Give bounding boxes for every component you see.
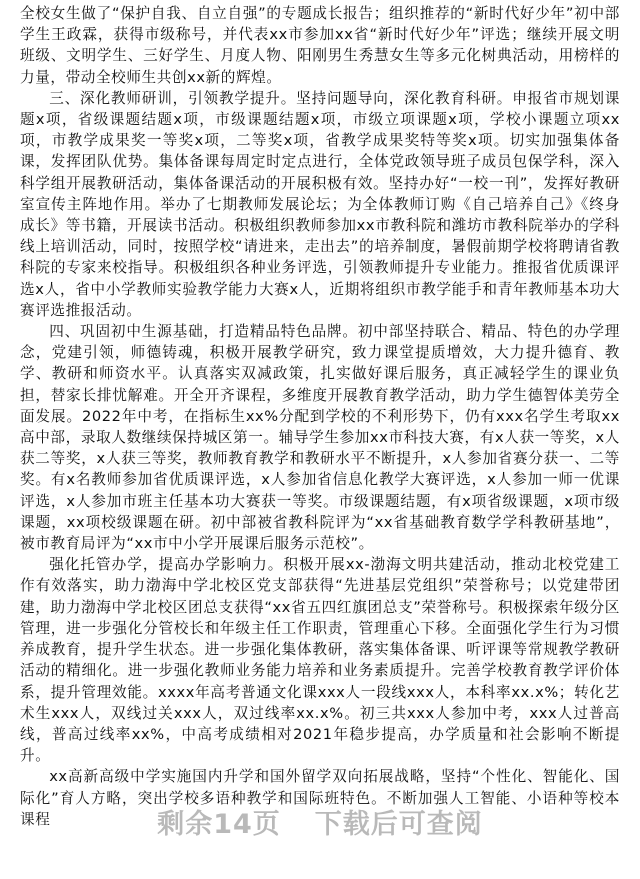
paragraph-continued: 全校女生做了“保护自我、自立自强”的专题成长报告；组织推荐的“新时代好少年”初中部学生王政霖，获得市级称号，并代表xx市参加xx省“新时代好少年”评选；继续开展文明班级、文明学生、三好学生、月度人物、阳刚男生秀慧女生等多元化树典活动，用榜样的力量，带动全校师生共创xx新的辉煌。 [20, 5, 620, 86]
remaining-pages-text: 剩余14页 [157, 808, 281, 840]
paragraph-trusteeship: 强化托管办学，提高办学影响力。积极开展xx-渤海文明共建活动，推动北校党建工作有效落实，助力渤海中学北校区党支部获得“先进基层党组织”荣誉称号；以党建带团建，助力渤海中学北校区团总支获得“xx省五四红旗团总支”荣誉称号。积极探索年级分区管理，进一步强化分管校长和年级主任工作职责，管理重心下移。全面强化学生行为习惯养成教育，提升学生状态。进一步强化集体教研，落实集体备课、听评课等常规教学教研活动的精细化。进一步强化教师业务能力培养和业务素质提升。完善学校教育教学评价体系，提升管理效能。xxxx年高考普通文化课xxx人一段线xxx人，本科率xx.x%；转化艺术生xxx人，双线过关xxx人，双过线率xx.x%。初三共xxx人参加中考，xxx人过普高线，普高过线率xx%，中高考成绩相对2021年稳步提高，办学质量和社会影响不断提升。 [20, 556, 620, 765]
document-body [20, 3, 620, 830]
paragraph-junior-high: 四、巩固初中生源基础，打造精品特色品牌。初中部坚持联合、精品、特色的办学理念，党建引领，师德铸魂，积极开展教学研究，致力课堂提质增效，大力提升德育、教学、教研和师资水平。认真落实双减政策，扎实做好课后服务，真正减轻学生的课业负担，替家长排忧解难。开全开齐课程，多维度开展教育教学活动，助力学生德智体美劳全面发展。2022年中考，在指标生xx%分配到学校的不利形势下，仍有xxx名学生考取xx高中部，录取人数继续保持城区第一。辅导学生参加xx市科技大赛，有x人获一等奖，x人获二等奖，x人获三等奖，教师教育教学和教研水平不断提升，x人参加省赛分获一、二等奖。有x名教师参加省优质课评选，x人参加省信息化教学大赛评选，x人参加一师一优课评选，x人参加市班主任基本功大赛获一等奖。市级课题结题，有x项省级课题，x项市级课题，xx项校级课题在研。初中部被省教科院评为“xx省基础教育数学学科教研基地”，被市教育局评为“xx市中小学开展课后服务示范校”。 [20, 323, 620, 553]
paragraph-teacher-training: 三、深化教师研训，引领教学提升。坚持问题导向，深化教育科研。申报省市规划课题x项，省级课题结题x项，市级课题结题x项，市级立项课题x项，学校小课题立项xx项，市教学成果奖一等奖x项，二等奖x项，省教学成果奖特等奖x项。切实加强集体备课，发挥团队优势。集体备课每周定时定点进行，全体党政领导班子成员包保学科，深入科学组开展教研活动，集体备课活动的开展积极有效。坚持办好“一校一刊”，发挥好教研室宣传主阵地作用。举办了七期教师发展论坛；为全体教师订购《自己培养自己》《终身成长》等书籍，开展读书活动。积极组织教师参加xx市教科院和潍坊市教科院举办的学科线上培训活动，同时，按照学校“请进来，走出去”的培养制度，暑假前期学校将聘请省教科院的专家来校指导。积极组织各种业务评选，引领教师提升专业能力。推报省优质课评选x人，省中小学教师实验教学能力大赛x人，近期将组织市教学能手和青年教师基本功大赛评选推报活动。 [20, 89, 620, 319]
download-hint-text: 下载后可查阅 [314, 808, 483, 840]
download-banner[interactable] [0, 796, 640, 846]
paragraph-international: xx高新高级中学实施国内升学和国外留学双向拓展战略，坚持“个性化、智能化、国际化”育人方略，突出学校多语种教学和国际班特色。不断加强人工智能、小语种等校本课程 [20, 768, 620, 828]
